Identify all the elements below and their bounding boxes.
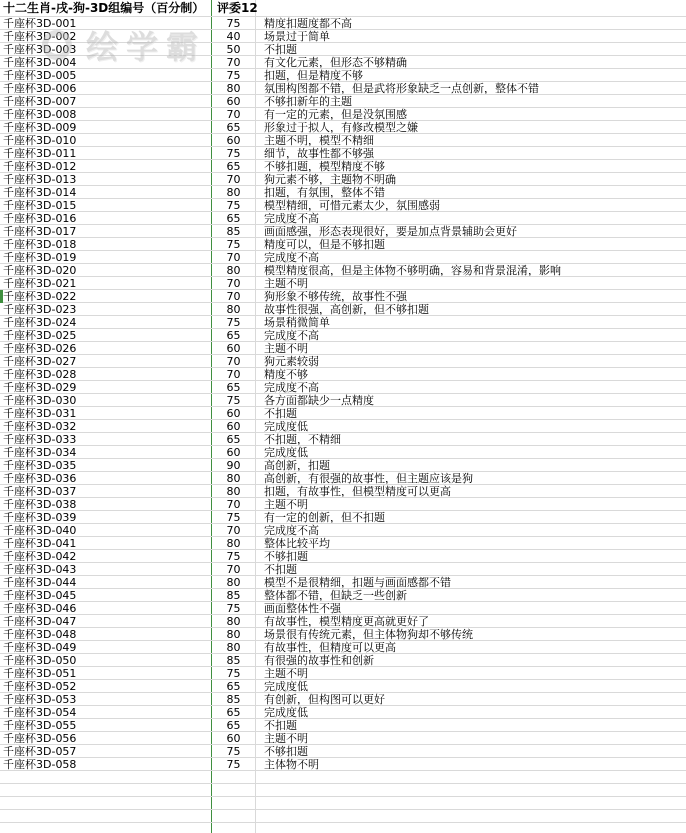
- score-cell[interactable]: 60: [212, 420, 256, 432]
- table-row[interactable]: [0, 589, 686, 602]
- comment-cell[interactable]: 主题不明: [264, 667, 308, 679]
- entry-id-cell[interactable]: 千座杯3D-011: [0, 147, 212, 159]
- group-title-header-cell[interactable]: 十二生肖-戌-狗-3D组编号（百分制）: [0, 0, 212, 16]
- entry-id-cell[interactable]: 千座杯3D-048: [0, 628, 212, 640]
- entry-id-cell[interactable]: 千座杯3D-036: [0, 472, 212, 484]
- entry-id-cell[interactable]: 千座杯3D-016: [0, 212, 212, 224]
- comment-cell[interactable]: 主题不明，模型不精细: [264, 134, 374, 146]
- comment-cell[interactable]: 完成度不高: [264, 329, 319, 341]
- table-row[interactable]: [0, 745, 686, 758]
- empty-table-row[interactable]: [0, 784, 686, 797]
- comment-cell[interactable]: 完成度低: [264, 680, 308, 692]
- selected-row-marker: [0, 290, 3, 303]
- score-cell[interactable]: 75: [212, 745, 256, 757]
- table-body: [0, 17, 686, 833]
- score-cell[interactable]: 85: [212, 654, 256, 666]
- comment-cell[interactable]: 不扣题: [264, 563, 297, 575]
- comment-cell[interactable]: 主体物不明: [264, 758, 319, 770]
- entry-id-cell[interactable]: 千座杯3D-030: [0, 394, 212, 406]
- comment-cell[interactable]: 不扣题，不精细: [264, 433, 341, 445]
- empty-table-row[interactable]: [0, 810, 686, 823]
- score-cell[interactable]: 70: [212, 56, 256, 68]
- score-cell[interactable]: 75: [212, 238, 256, 250]
- score-cell[interactable]: 75: [212, 511, 256, 523]
- table-row[interactable]: [0, 199, 686, 212]
- table-row[interactable]: [0, 420, 686, 433]
- score-cell[interactable]: 60: [212, 342, 256, 354]
- score-cell[interactable]: 80: [212, 537, 256, 549]
- comment-cell[interactable]: 整体比较平均: [264, 537, 330, 549]
- score-cell[interactable]: 80: [212, 186, 256, 198]
- table-row[interactable]: [0, 407, 686, 420]
- comment-cell[interactable]: 不够扣新年的主题: [264, 95, 352, 107]
- empty-cell[interactable]: [256, 823, 686, 833]
- entry-id-cell[interactable]: 千座杯3D-049: [0, 641, 212, 653]
- score-cell[interactable]: 85: [212, 693, 256, 705]
- score-cell[interactable]: 80: [212, 303, 256, 315]
- score-cell[interactable]: 75: [212, 316, 256, 328]
- table-row[interactable]: [0, 17, 686, 30]
- comment-cell[interactable]: 有故事性，模型精度更高就更好了: [264, 615, 429, 627]
- table-row[interactable]: [0, 186, 686, 199]
- entry-id-cell[interactable]: 千座杯3D-013: [0, 173, 212, 185]
- entry-id-cell[interactable]: 千座杯3D-041: [0, 537, 212, 549]
- comment-cell[interactable]: 画面整体性不强: [264, 602, 341, 614]
- score-cell[interactable]: 80: [212, 628, 256, 640]
- entry-id-cell[interactable]: 千座杯3D-021: [0, 277, 212, 289]
- score-cell[interactable]: 80: [212, 576, 256, 588]
- score-cell[interactable]: 90: [212, 459, 256, 471]
- score-cell[interactable]: 75: [212, 758, 256, 770]
- score-cell[interactable]: 65: [212, 706, 256, 718]
- comment-cell[interactable]: 完成度不高: [264, 524, 319, 536]
- comment-cell[interactable]: 氛围构图都不错，但是武将形象缺乏一点创新，整体不错: [264, 82, 539, 94]
- table-row[interactable]: [0, 121, 686, 134]
- entry-id-cell[interactable]: 千座杯3D-055: [0, 719, 212, 731]
- score-cell[interactable]: 70: [212, 524, 256, 536]
- comment-cell[interactable]: 主题不明: [264, 342, 308, 354]
- comment-cell[interactable]: 有创新，但构图可以更好: [264, 693, 385, 705]
- score-cell[interactable]: 70: [212, 173, 256, 185]
- score-cell[interactable]: 65: [212, 719, 256, 731]
- score-cell[interactable]: 40: [212, 30, 256, 42]
- table-row[interactable]: [0, 381, 686, 394]
- comment-cell[interactable]: 完成度低: [264, 706, 308, 718]
- entry-id-cell[interactable]: 千座杯3D-003: [0, 43, 212, 55]
- score-cell[interactable]: 80: [212, 82, 256, 94]
- entry-id-cell[interactable]: 千座杯3D-056: [0, 732, 212, 744]
- score-cell[interactable]: 70: [212, 251, 256, 263]
- entry-id-cell[interactable]: 千座杯3D-032: [0, 420, 212, 432]
- entry-id-cell[interactable]: 千座杯3D-019: [0, 251, 212, 263]
- comment-cell[interactable]: 画面感强，形态表现很好，要是加点背景辅助会更好: [264, 225, 517, 237]
- comment-cell[interactable]: 场景稍微简单: [264, 316, 330, 328]
- empty-table-row[interactable]: [0, 771, 686, 784]
- entry-id-cell[interactable]: 千座杯3D-031: [0, 407, 212, 419]
- score-cell[interactable]: 65: [212, 329, 256, 341]
- entry-id-cell[interactable]: 千座杯3D-054: [0, 706, 212, 718]
- comment-cell[interactable]: 扣题，有氛围，整体不错: [264, 186, 385, 198]
- entry-id-cell[interactable]: 千座杯3D-051: [0, 667, 212, 679]
- comment-cell[interactable]: 主题不明: [264, 732, 308, 744]
- comment-cell[interactable]: 场景过于简单: [264, 30, 330, 42]
- table-header-row: [0, 0, 686, 17]
- entry-id-cell[interactable]: 千座杯3D-046: [0, 602, 212, 614]
- table-row[interactable]: [0, 394, 686, 407]
- table-row[interactable]: [0, 498, 686, 511]
- score-cell[interactable]: 65: [212, 433, 256, 445]
- entry-id-cell[interactable]: 千座杯3D-050: [0, 654, 212, 666]
- entry-id-cell[interactable]: 千座杯3D-033: [0, 433, 212, 445]
- empty-cell[interactable]: [0, 797, 212, 809]
- entry-id-cell[interactable]: 千座杯3D-034: [0, 446, 212, 458]
- table-row[interactable]: [0, 290, 686, 303]
- table-row[interactable]: [0, 56, 686, 69]
- entry-id-cell[interactable]: 千座杯3D-043: [0, 563, 212, 575]
- comment-cell[interactable]: 完成度不高: [264, 381, 319, 393]
- score-cell[interactable]: 65: [212, 160, 256, 172]
- comment-cell[interactable]: 有一定的元素，但是没氛围感: [264, 108, 407, 120]
- comment-cell[interactable]: 精度可以，但是不够扣题: [264, 238, 385, 250]
- table-row[interactable]: [0, 667, 686, 680]
- empty-table-row[interactable]: [0, 823, 686, 833]
- entry-id-cell[interactable]: 千座杯3D-053: [0, 693, 212, 705]
- comment-cell[interactable]: 整体都不错，但缺乏一些创新: [264, 589, 407, 601]
- score-cell[interactable]: 75: [212, 550, 256, 562]
- table-row[interactable]: [0, 732, 686, 745]
- score-cell[interactable]: 80: [212, 264, 256, 276]
- score-cell[interactable]: 75: [212, 394, 256, 406]
- empty-cell[interactable]: [256, 771, 686, 783]
- entry-id-cell[interactable]: 千座杯3D-044: [0, 576, 212, 588]
- entry-id-cell[interactable]: 千座杯3D-014: [0, 186, 212, 198]
- entry-id-cell[interactable]: 千座杯3D-058: [0, 758, 212, 770]
- entry-id-cell[interactable]: 千座杯3D-007: [0, 95, 212, 107]
- empty-cell[interactable]: [212, 823, 256, 833]
- entry-id-cell[interactable]: 千座杯3D-042: [0, 550, 212, 562]
- score-cell[interactable]: 85: [212, 225, 256, 237]
- watermark-text: 绘学霸: [86, 28, 207, 66]
- comment-cell[interactable]: 有一定的创新，但不扣题: [264, 511, 385, 523]
- entry-id-cell[interactable]: 千座杯3D-027: [0, 355, 212, 367]
- score-cell[interactable]: 70: [212, 277, 256, 289]
- empty-table-row[interactable]: [0, 797, 686, 810]
- empty-cell[interactable]: [256, 784, 686, 796]
- table-row[interactable]: [0, 134, 686, 147]
- score-cell[interactable]: 65: [212, 381, 256, 393]
- entry-id-cell[interactable]: 千座杯3D-023: [0, 303, 212, 315]
- entry-id-cell[interactable]: 千座杯3D-038: [0, 498, 212, 510]
- table-row[interactable]: [0, 329, 686, 342]
- entry-id-cell[interactable]: 千座杯3D-029: [0, 381, 212, 393]
- table-row[interactable]: [0, 160, 686, 173]
- comment-cell[interactable]: 高创新，有很强的故事性，但主题应该是狗: [264, 472, 473, 484]
- table-row[interactable]: [0, 355, 686, 368]
- table-row[interactable]: [0, 212, 686, 225]
- entry-id-cell[interactable]: 千座杯3D-025: [0, 329, 212, 341]
- score-cell[interactable]: 65: [212, 212, 256, 224]
- table-row[interactable]: [0, 758, 686, 771]
- score-cell[interactable]: 80: [212, 641, 256, 653]
- comment-cell[interactable]: 有故事性，但精度可以更高: [264, 641, 396, 653]
- table-row[interactable]: [0, 654, 686, 667]
- table-row[interactable]: [0, 173, 686, 186]
- comment-cell[interactable]: 不够扣题，模型精度不够: [264, 160, 385, 172]
- table-row[interactable]: [0, 82, 686, 95]
- empty-cell[interactable]: [0, 823, 212, 833]
- entry-id-cell[interactable]: 千座杯3D-047: [0, 615, 212, 627]
- table-row[interactable]: [0, 251, 686, 264]
- entry-id-cell[interactable]: 千座杯3D-022: [0, 290, 212, 302]
- score-cell[interactable]: 60: [212, 95, 256, 107]
- entry-id-cell[interactable]: 千座杯3D-004: [0, 56, 212, 68]
- entry-id-cell[interactable]: 千座杯3D-015: [0, 199, 212, 211]
- score-cell[interactable]: 60: [212, 407, 256, 419]
- comment-cell[interactable]: 完成度不高: [264, 212, 319, 224]
- table-row[interactable]: [0, 628, 686, 641]
- score-cell[interactable]: 80: [212, 472, 256, 484]
- entry-id-cell[interactable]: 千座杯3D-002: [0, 30, 212, 42]
- comment-cell[interactable]: 完成度低: [264, 446, 308, 458]
- table-row[interactable]: [0, 511, 686, 524]
- entry-id-cell[interactable]: 千座杯3D-008: [0, 108, 212, 120]
- table-row[interactable]: [0, 303, 686, 316]
- table-row[interactable]: [0, 537, 686, 550]
- table-row[interactable]: [0, 680, 686, 693]
- table-row[interactable]: [0, 485, 686, 498]
- entry-id-cell[interactable]: 千座杯3D-039: [0, 511, 212, 523]
- score-cell[interactable]: 70: [212, 290, 256, 302]
- judge-header-cell[interactable]: 评委12: [212, 0, 256, 16]
- table-row[interactable]: [0, 602, 686, 615]
- entry-id-cell[interactable]: 千座杯3D-010: [0, 134, 212, 146]
- entry-id-cell[interactable]: 千座杯3D-018: [0, 238, 212, 250]
- score-cell[interactable]: 65: [212, 680, 256, 692]
- table-row[interactable]: [0, 433, 686, 446]
- score-cell[interactable]: 70: [212, 355, 256, 367]
- empty-cell[interactable]: [0, 784, 212, 796]
- comment-cell[interactable]: 狗形象不够传统，故事性不强: [264, 290, 407, 302]
- entry-id-cell[interactable]: 千座杯3D-045: [0, 589, 212, 601]
- comment-cell[interactable]: 精度扣题度都不高: [264, 17, 352, 29]
- entry-id-cell[interactable]: 千座杯3D-028: [0, 368, 212, 380]
- entry-id-cell[interactable]: 千座杯3D-020: [0, 264, 212, 276]
- score-cell[interactable]: 75: [212, 69, 256, 81]
- table-row[interactable]: [0, 641, 686, 654]
- comment-cell[interactable]: 不扣题: [264, 407, 297, 419]
- table-row[interactable]: [0, 459, 686, 472]
- empty-cell[interactable]: [212, 810, 256, 822]
- entry-id-cell[interactable]: 千座杯3D-052: [0, 680, 212, 692]
- empty-cell[interactable]: [212, 771, 256, 783]
- score-cell[interactable]: 80: [212, 615, 256, 627]
- score-cell[interactable]: 80: [212, 485, 256, 497]
- comment-cell[interactable]: 有很强的故事性和创新: [264, 654, 374, 666]
- comment-cell[interactable]: 不扣题: [264, 43, 297, 55]
- score-cell[interactable]: 60: [212, 446, 256, 458]
- table-row[interactable]: [0, 225, 686, 238]
- comment-cell[interactable]: 主题不明: [264, 277, 308, 289]
- entry-id-cell[interactable]: 千座杯3D-057: [0, 745, 212, 757]
- table-row[interactable]: [0, 264, 686, 277]
- empty-cell[interactable]: [212, 784, 256, 796]
- comment-cell[interactable]: 不扣题: [264, 719, 297, 731]
- table-row[interactable]: [0, 147, 686, 160]
- comment-cell[interactable]: 扣题，有故事性，但模型精度可以更高: [264, 485, 451, 497]
- score-cell[interactable]: 75: [212, 199, 256, 211]
- comment-cell[interactable]: 主题不明: [264, 498, 308, 510]
- table-row[interactable]: [0, 719, 686, 732]
- table-row[interactable]: [0, 472, 686, 485]
- empty-header-cell[interactable]: [256, 0, 686, 16]
- entry-id-cell[interactable]: 千座杯3D-012: [0, 160, 212, 172]
- empty-cell[interactable]: [0, 810, 212, 822]
- comment-cell[interactable]: 完成度不高: [264, 251, 319, 263]
- score-cell[interactable]: 75: [212, 602, 256, 614]
- score-cell[interactable]: 60: [212, 732, 256, 744]
- table-row[interactable]: [0, 524, 686, 537]
- score-cell[interactable]: 70: [212, 563, 256, 575]
- comment-cell[interactable]: 模型精度很高，但是主体物不够明确，容易和背景混淆，影响: [264, 264, 561, 276]
- score-cell[interactable]: 60: [212, 134, 256, 146]
- score-cell[interactable]: 85: [212, 589, 256, 601]
- score-cell[interactable]: 75: [212, 667, 256, 679]
- entry-id-cell[interactable]: 千座杯3D-001: [0, 17, 212, 29]
- score-cell[interactable]: 50: [212, 43, 256, 55]
- entry-id-cell[interactable]: 千座杯3D-006: [0, 82, 212, 94]
- entry-id-cell[interactable]: 千座杯3D-035: [0, 459, 212, 471]
- table-row[interactable]: [0, 43, 686, 56]
- table-row[interactable]: [0, 69, 686, 82]
- entry-id-cell[interactable]: 千座杯3D-009: [0, 121, 212, 133]
- score-cell[interactable]: 65: [212, 121, 256, 133]
- empty-cell[interactable]: [256, 797, 686, 809]
- comment-cell[interactable]: 模型不是很精细，扣题与画面感都不错: [264, 576, 451, 588]
- table-row[interactable]: [0, 277, 686, 290]
- table-row[interactable]: [0, 706, 686, 719]
- comment-cell[interactable]: 有文化元素，但形态不够精确: [264, 56, 407, 68]
- entry-id-cell[interactable]: 千座杯3D-037: [0, 485, 212, 497]
- entry-id-cell[interactable]: 千座杯3D-026: [0, 342, 212, 354]
- empty-cell[interactable]: [212, 797, 256, 809]
- comment-cell[interactable]: 各方面都缺少一点精度: [264, 394, 374, 406]
- table-row[interactable]: [0, 368, 686, 381]
- score-cell[interactable]: 70: [212, 368, 256, 380]
- table-row[interactable]: [0, 550, 686, 563]
- table-row[interactable]: [0, 693, 686, 706]
- table-row[interactable]: [0, 615, 686, 628]
- comment-cell[interactable]: 狗元素较弱: [264, 355, 319, 367]
- score-cell[interactable]: 75: [212, 147, 256, 159]
- entry-id-cell[interactable]: 千座杯3D-005: [0, 69, 212, 81]
- table-row[interactable]: [0, 95, 686, 108]
- empty-cell[interactable]: [256, 810, 686, 822]
- comment-cell[interactable]: 不够扣题: [264, 550, 308, 562]
- entry-id-cell[interactable]: 千座杯3D-040: [0, 524, 212, 536]
- comment-cell[interactable]: 完成度低: [264, 420, 308, 432]
- comment-cell[interactable]: 高创新，扣题: [264, 459, 330, 471]
- comment-cell[interactable]: 场景很有传统元素，但主体物狗却不够传统: [264, 628, 473, 640]
- empty-cell[interactable]: [0, 771, 212, 783]
- table-row[interactable]: [0, 30, 686, 43]
- comment-cell[interactable]: 细节，故事性都不够强: [264, 147, 374, 159]
- table-row[interactable]: [0, 108, 686, 121]
- comment-cell[interactable]: 形象过于拟人，有修改模型之嫌: [264, 121, 418, 133]
- score-cell[interactable]: 75: [212, 17, 256, 29]
- table-row[interactable]: [0, 316, 686, 329]
- table-row[interactable]: [0, 238, 686, 251]
- table-row[interactable]: [0, 342, 686, 355]
- table-row[interactable]: [0, 446, 686, 459]
- score-cell[interactable]: 70: [212, 108, 256, 120]
- table-row[interactable]: [0, 576, 686, 589]
- comment-cell[interactable]: 不够扣题: [264, 745, 308, 757]
- score-cell[interactable]: 70: [212, 498, 256, 510]
- comment-cell[interactable]: 故事性很强，高创新，但不够扣题: [264, 303, 429, 315]
- comment-cell[interactable]: 模型精细，可惜元素太少，氛围感弱: [264, 199, 440, 211]
- entry-id-cell[interactable]: 千座杯3D-017: [0, 225, 212, 237]
- comment-cell[interactable]: 精度不够: [264, 368, 308, 380]
- comment-cell[interactable]: 狗元素不够，主题物不明确: [264, 173, 396, 185]
- entry-id-cell[interactable]: 千座杯3D-024: [0, 316, 212, 328]
- comment-cell[interactable]: 扣题，但是精度不够: [264, 69, 363, 81]
- table-row[interactable]: [0, 563, 686, 576]
